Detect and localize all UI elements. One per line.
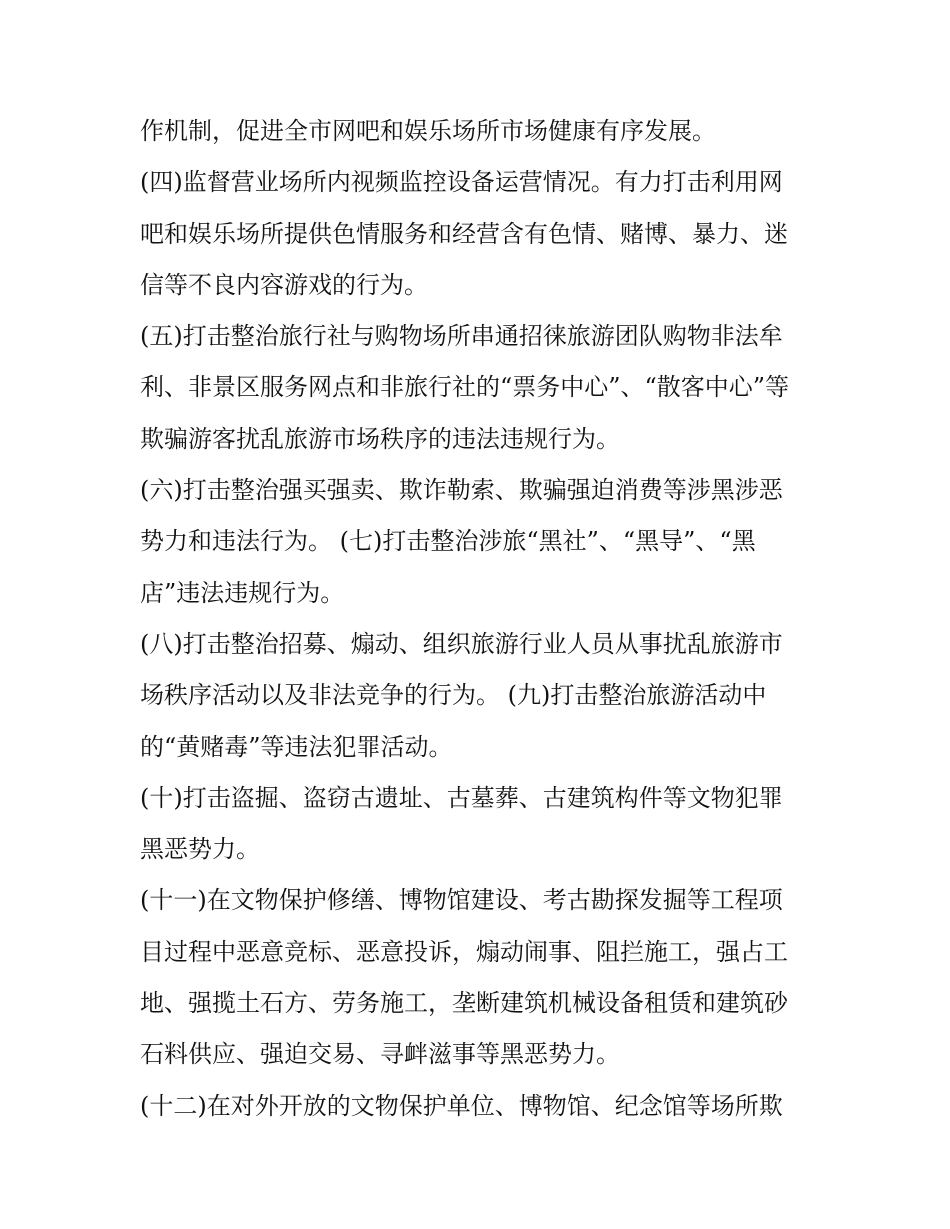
text-line: 场秩序活动以及非法竞争的行为。 (九)打击整治旅游活动中 xyxy=(140,681,767,710)
text-line: 吧和娱乐场所提供色情服务和经营含有色情、赌博、暴力、迷 xyxy=(140,219,788,248)
text-line: 信等不良内容游戏的行为。 xyxy=(140,270,428,299)
text-line: 欺骗游客扰乱旅游市场秩序的违法违规行为。 xyxy=(140,424,620,453)
text-line: (四)监督营业场所内视频监控设备运营情况。有力打击利用网 xyxy=(140,168,783,197)
text-line: (十一)在文物保护修缮、博物馆建设、考古勘探发掘等工程项 xyxy=(140,886,783,915)
text-line: (五)打击整治旅行社与购物场所串通招徕旅游团队购物非法牟 xyxy=(140,322,783,351)
text-line: 黑恶势力。 xyxy=(140,835,260,864)
text-line: (十)打击盗掘、盗窃古遗址、古墓葬、古建筑构件等文物犯罪 xyxy=(140,783,783,812)
text-line: 作机制，促进全市网吧和娱乐场所市场健康有序发展。 xyxy=(140,117,716,145)
text-line: 目过程中恶意竞标、恶意投诉，煽动闹事、阻拦施工，强占工 xyxy=(140,937,788,966)
document-body xyxy=(140,106,830,1132)
text-line: 店”违法违规行为。 xyxy=(140,578,345,607)
text-line: 石料供应、强迫交易、寻衅滋事等黑恶势力。 xyxy=(140,1040,620,1069)
text-line: 势力和违法行为。 (七)打击整治涉旅“黑社”、“黑导”、“黑 xyxy=(140,527,756,556)
text-line: 利、非景区服务网点和非旅行社的“票务中心”、“散客中心”等 xyxy=(140,373,790,402)
text-line: (十二)在对外开放的文物保护单位、博物馆、纪念馆等场所欺 xyxy=(140,1091,783,1120)
text-line: (八)打击整治招募、煽动、组织旅游行业人员从事扰乱旅游市 xyxy=(140,629,783,658)
text-line: 的“黄赌毒”等违法犯罪活动。 xyxy=(140,732,453,761)
text-line: 地、强揽土石方、劳务施工，垄断建筑机械设备租赁和建筑砂 xyxy=(140,989,788,1018)
text-line: (六)打击整治强买强卖、欺诈勒索、欺骗强迫消费等涉黑涉恶 xyxy=(140,476,783,505)
